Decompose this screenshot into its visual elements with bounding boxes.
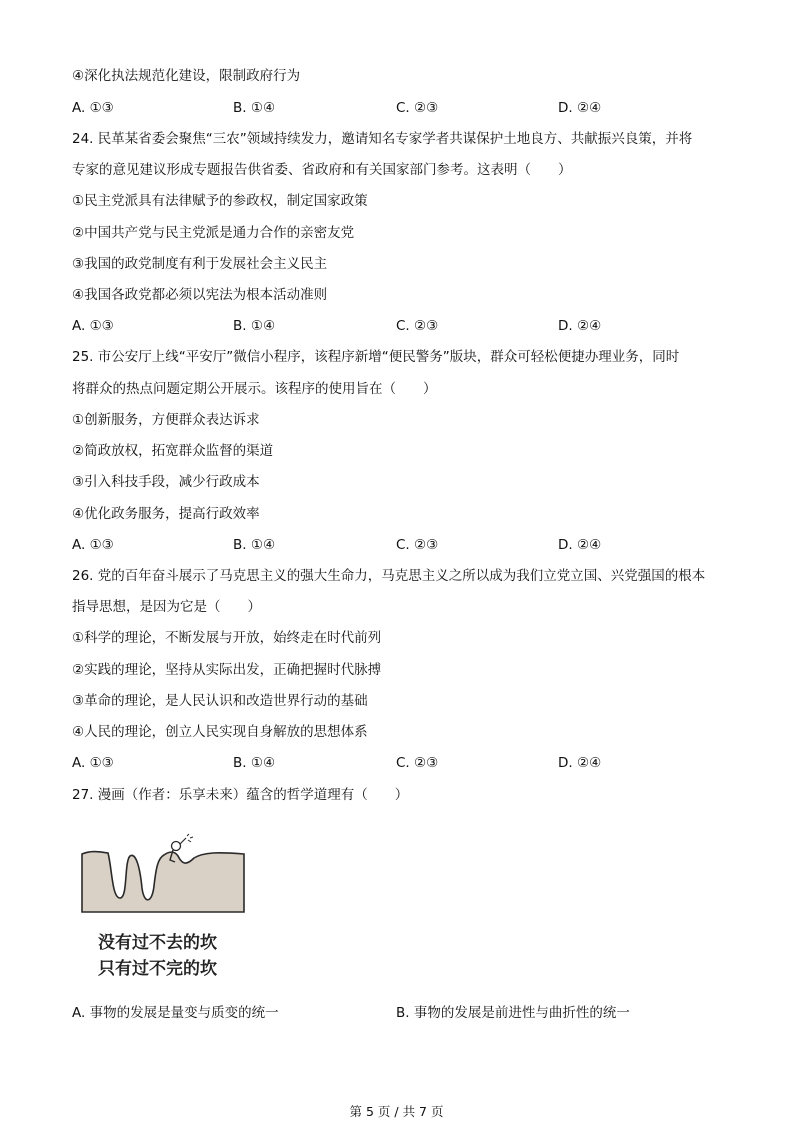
q25-stem-line-1: 25. 市公安厅上线“平安厅”微信小程序，该程序新增“便民警务”版块，群众可轻松便捷办理业务，同时 [72,349,680,365]
q27-options [72,1004,732,1022]
q25-option-c: C. ②③ [396,537,439,553]
q24-item-4: ④我国各政党都必须以宪法为根本活动准则 [72,287,328,303]
page-footer: 第 5 页 / 共 7 页 [349,1104,444,1119]
q26-option-d: D. ②④ [558,755,602,771]
q24-stem-line-1: 24. 民革某省委会聚焦“三农”领域持续发力，邀请知名专家学者共谋保护土地良方、共献振兴良策，并将 [72,131,693,147]
q24-item-2: ②中国共产党与民主党派是通力合作的亲密友党 [72,225,355,241]
q25-option-a: A. ①③ [72,537,114,553]
q24-stem-line-2: 专家的意见建议形成专题报告供省委、省政府和有关国家部门参考。这表明（ ） [72,162,572,178]
q24-item-3: ③我国的政党制度有利于发展社会主义民主 [72,256,328,272]
q25-item-1: ①创新服务，方便群众表达诉求 [72,412,260,428]
q25-option-b: B. ①④ [233,537,276,553]
ground-shape [82,852,244,912]
q26-option-a: A. ①③ [72,755,114,771]
q27-option-a: A. 事物的发展是量变与质变的统一 [72,1005,279,1021]
q26-options [72,754,732,772]
q24-option-d: D. ②④ [558,318,602,334]
q23-item-4: ④深化执法规范化建设，限制政府行为 [72,68,301,84]
q26-option-c: C. ②③ [396,755,439,771]
q24-option-c: C. ②③ [396,318,439,334]
q24-item-1: ①民主党派具有法律赋予的参政权，制定国家政策 [72,193,368,209]
q23-option-d: D. ②④ [558,100,602,116]
comic-illustration [78,828,248,988]
q26-stem-line-2: 指导思想，是因为它是（ ） [72,599,261,615]
q23-options [72,99,732,117]
q23-option-a: A. ①③ [72,100,114,116]
q26-item-1: ①科学的理论，不断发展与开放，始终走在时代前列 [72,630,382,646]
q23-option-c: C. ②③ [396,100,439,116]
q26-item-2: ②实践的理论，坚持从实际出发，正确把握时代脉搏 [72,662,382,678]
q27-option-b: B. 事物的发展是前进性与曲折性的统一 [396,1005,630,1021]
q24-options [72,317,732,335]
q25-option-d: D. ②④ [558,537,602,553]
q26-option-b: B. ①④ [233,755,276,771]
q27-stem: 27. 漫画（作者：乐享未来）蕴含的哲学道理有（ ） [72,787,409,803]
q26-item-3: ③革命的理论，是人民认识和改造世界行动的基础 [72,693,368,709]
comic-drawing [78,828,248,988]
q25-item-4: ④优化政务服务，提高行政效率 [72,506,260,522]
comic-text-line-1: 没有过不去的坎 [98,933,217,953]
q25-stem-line-2: 将群众的热点问题定期公开展示。该程序的使用旨在（ ） [72,381,437,397]
q23-option-b: B. ①④ [233,100,276,116]
q25-item-3: ③引入科技手段，减少行政成本 [72,474,260,490]
q24-option-b: B. ①④ [233,318,276,334]
q25-options [72,536,732,554]
q26-item-4: ④人民的理论，创立人民实现自身解放的思想体系 [72,724,368,740]
q26-stem-line-1: 26. 党的百年奋斗展示了马克思主义的强大生命力，马克思主义之所以成为我们立党立国、兴党强国的根本 [72,568,706,584]
q25-item-2: ②简政放权，拓宽群众监督的渠道 [72,443,274,459]
q24-option-a: A. ①③ [72,318,114,334]
comic-text-line-2: 只有过不完的坎 [98,959,217,979]
